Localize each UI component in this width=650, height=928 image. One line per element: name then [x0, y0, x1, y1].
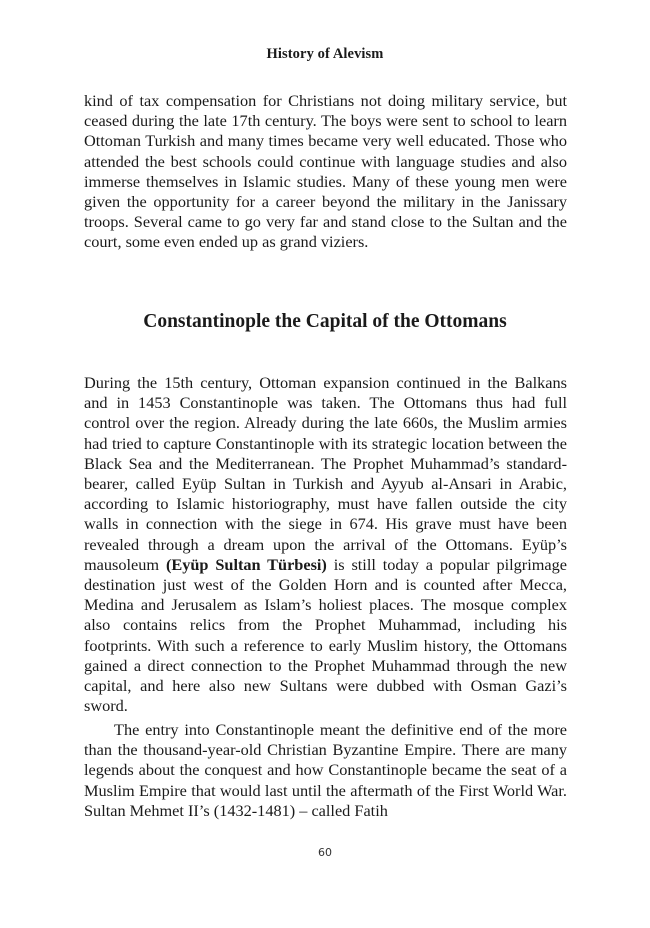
bold-term-eyup-sultan-turbesi: (Eyüp Sultan Türbesi) — [165, 554, 327, 574]
body-text-section — [84, 373, 567, 716]
paragraph-entry-constantinople: The entry into Constantinople meant the definitive end of the more than the thousand-year-old Christian Byzantine Empire. There are many legends about the conquest and how Constantinople became the seat of a Muslim Empire that would last until the aftermath of the First World War. Sultan Mehmet II’s (1432-1481) – called Fatih — [84, 720, 567, 820]
paragraph-text-part: is still today a popular pilgrimage destination just west of the Golden Horn and is counted after Mecca, Medina and Jerusalem as Islam’s holiest places. The mosque complex also contains relics from the Prophet Muhammad, including his footprints. With such a reference to early Muslim history, the Ottomans gained a direct connection to the Prophet Muhammad through the new capital, and here also new Sultans were dubbed with Osman Gazi’s sword. — [84, 554, 567, 716]
section-heading: Constantinople the Capital of the Ottomans — [143, 311, 507, 332]
page-number: 60 — [318, 846, 332, 859]
paragraph-text-part: During the 15th century, Ottoman expansion continued in the Balkans and in 1453 Constantinople was taken. The Ottomans thus had full control over the region. Already during the late 660s, the Muslim armies had tried to capture Constantinople with its strategic location between the Black Sea and the Mediterranean. The Prophet Muhammad’s standard-bearer, called Eyüp Sultan in Turkish and Ayyub al-Ansari in Arabic, according to Islamic historiography, must have fallen outside the city walls in connection with the siege in 674. His grave must have been revealed through a dream upon the arrival of the Ottomans. Eyüp’s mausoleum — [84, 373, 567, 574]
body-text-bottom — [84, 720, 567, 821]
paragraph-continuation: kind of tax compensation for Christians not doing military service, but ceased during the late 17th century. The boys were sent to school to learn Ottoman Turkish and many times became very well educated. Those who attended the best schools could continue with language studies and also immerse themselves in Islamic studies. Many of these young men were given the opportunity for a career beyond the military in the Janissary troops. Several came to go very far and stand close to the Sultan and the court, some even ended up as grand viziers. — [84, 91, 567, 252]
body-text-top — [84, 91, 567, 253]
paragraph-constantinople — [84, 373, 567, 716]
running-head: History of Alevism — [266, 46, 384, 62]
